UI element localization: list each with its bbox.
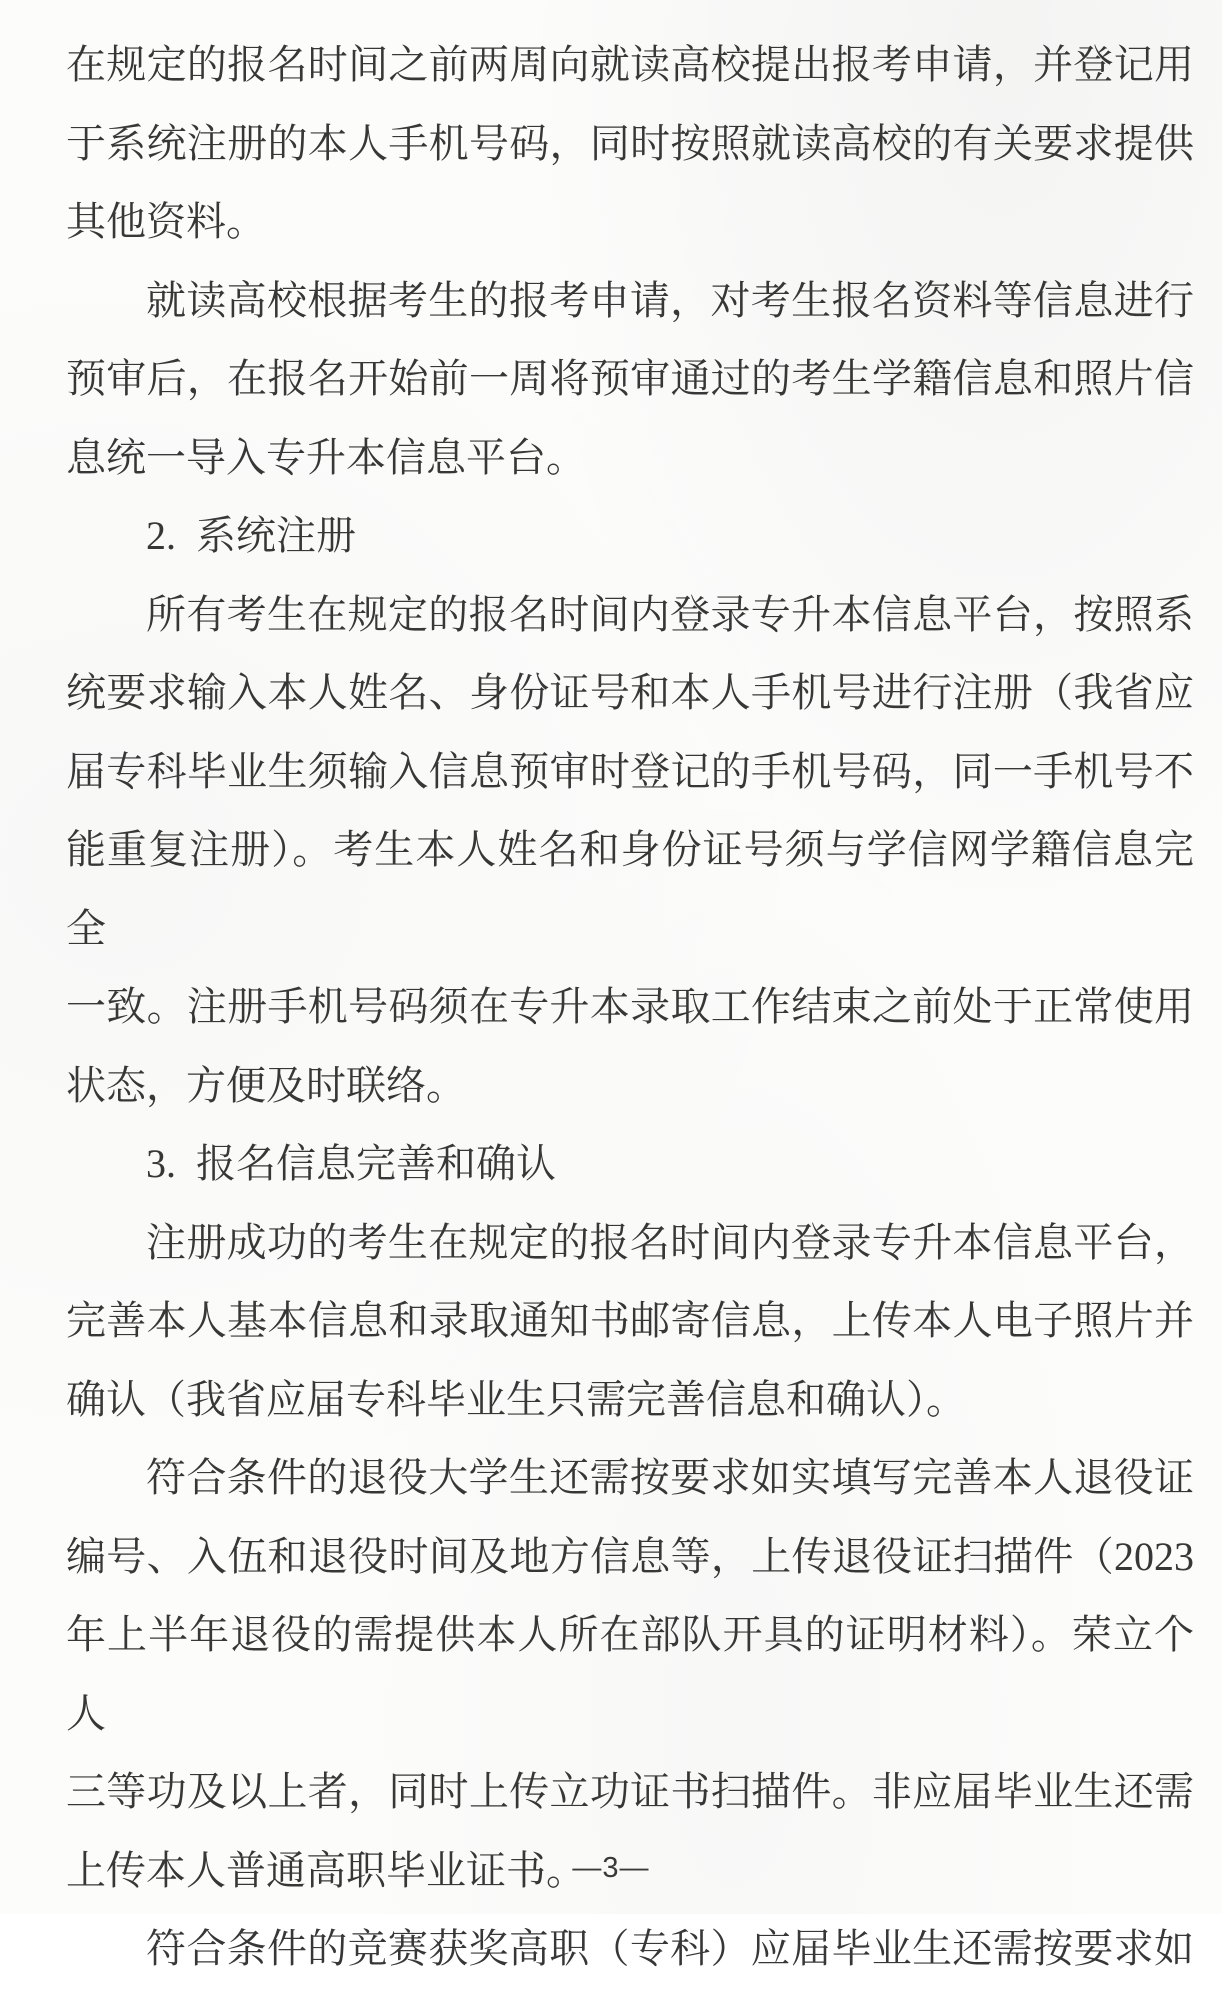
text-line: 一致。注册手机号码须在专升本录取工作结束之前处于正常使用 xyxy=(66,984,1194,1029)
text-line: 完善本人基本信息和录取通知书邮寄信息，上传本人电子照片并 xyxy=(66,1298,1194,1343)
heading-system-registration xyxy=(66,497,1194,576)
text-line: 届专科毕业生须输入信息预审时登记的手机号码，同一手机号不 xyxy=(66,748,1194,794)
paragraph-info-completion xyxy=(66,1204,1194,1440)
text-line: 在规定的报名时间之前两周向就读高校提出报考申请，并登记用 xyxy=(66,42,1194,87)
page-number: —3— xyxy=(572,1852,650,1884)
paragraph-school-preaudit xyxy=(66,262,1194,498)
paragraph-competition-winners xyxy=(66,1910,1194,1989)
text-line: 就读高校根据考生的报考申请，对考生报名资料等信息进行 xyxy=(146,277,1194,323)
text-line: 状态，方便及时联络。 xyxy=(66,1062,466,1108)
paragraph-intro-continuation xyxy=(66,26,1194,262)
text-line: 所有考生在规定的报名时间内登录专升本信息平台，按照系 xyxy=(146,591,1194,637)
text-line: 确认（我省应届专科毕业生只需完善信息和确认）。 xyxy=(66,1376,966,1422)
text-line: 注册成功的考生在规定的报名时间内登录专升本信息平台， xyxy=(146,1219,1194,1265)
text-line: 年上半年退役的需提供本人所在部队开具的证明材料）。荣立个人 xyxy=(66,1612,1194,1736)
text-line: 符合条件的竞赛获奖高职（专科）应届毕业生还需按要求如 xyxy=(146,1926,1194,1971)
heading-line: 3. 报名信息完善和确认 xyxy=(146,1141,556,1186)
heading-info-completion xyxy=(66,1125,1194,1204)
text-line: 三等功及以上者，同时上传立功证书扫描件。非应届毕业生还需 xyxy=(66,1769,1194,1814)
text-line: 编号、入伍和退役时间及地方信息等，上传退役证扫描件（2023 xyxy=(66,1533,1194,1579)
paragraph-veteran-requirements xyxy=(66,1439,1194,1910)
text-line: 其他资料。 xyxy=(66,199,266,244)
text-line: 上传本人普通高职毕业证书。 xyxy=(66,1847,586,1893)
text-line: 息统一导入专升本信息平台。 xyxy=(66,434,586,480)
text-line: 能重复注册）。考生本人姓名和身份证号须与学信网学籍信息完全 xyxy=(66,827,1194,951)
text-line: 统要求输入本人姓名、身份证号和本人手机号进行注册（我省应 xyxy=(66,670,1194,715)
paragraph-system-registration xyxy=(66,576,1194,1126)
heading-line: 2. 系统注册 xyxy=(146,513,356,558)
text-line: 预审后，在报名开始前一周将预审通过的考生学籍信息和照片信 xyxy=(66,356,1194,401)
text-line: 于系统注册的本人手机号码，同时按照就读高校的有关要求提供 xyxy=(66,120,1194,166)
document-body-text xyxy=(66,26,1194,1989)
text-line: 符合条件的退役大学生还需按要求如实填写完善本人退役证 xyxy=(146,1455,1194,1500)
